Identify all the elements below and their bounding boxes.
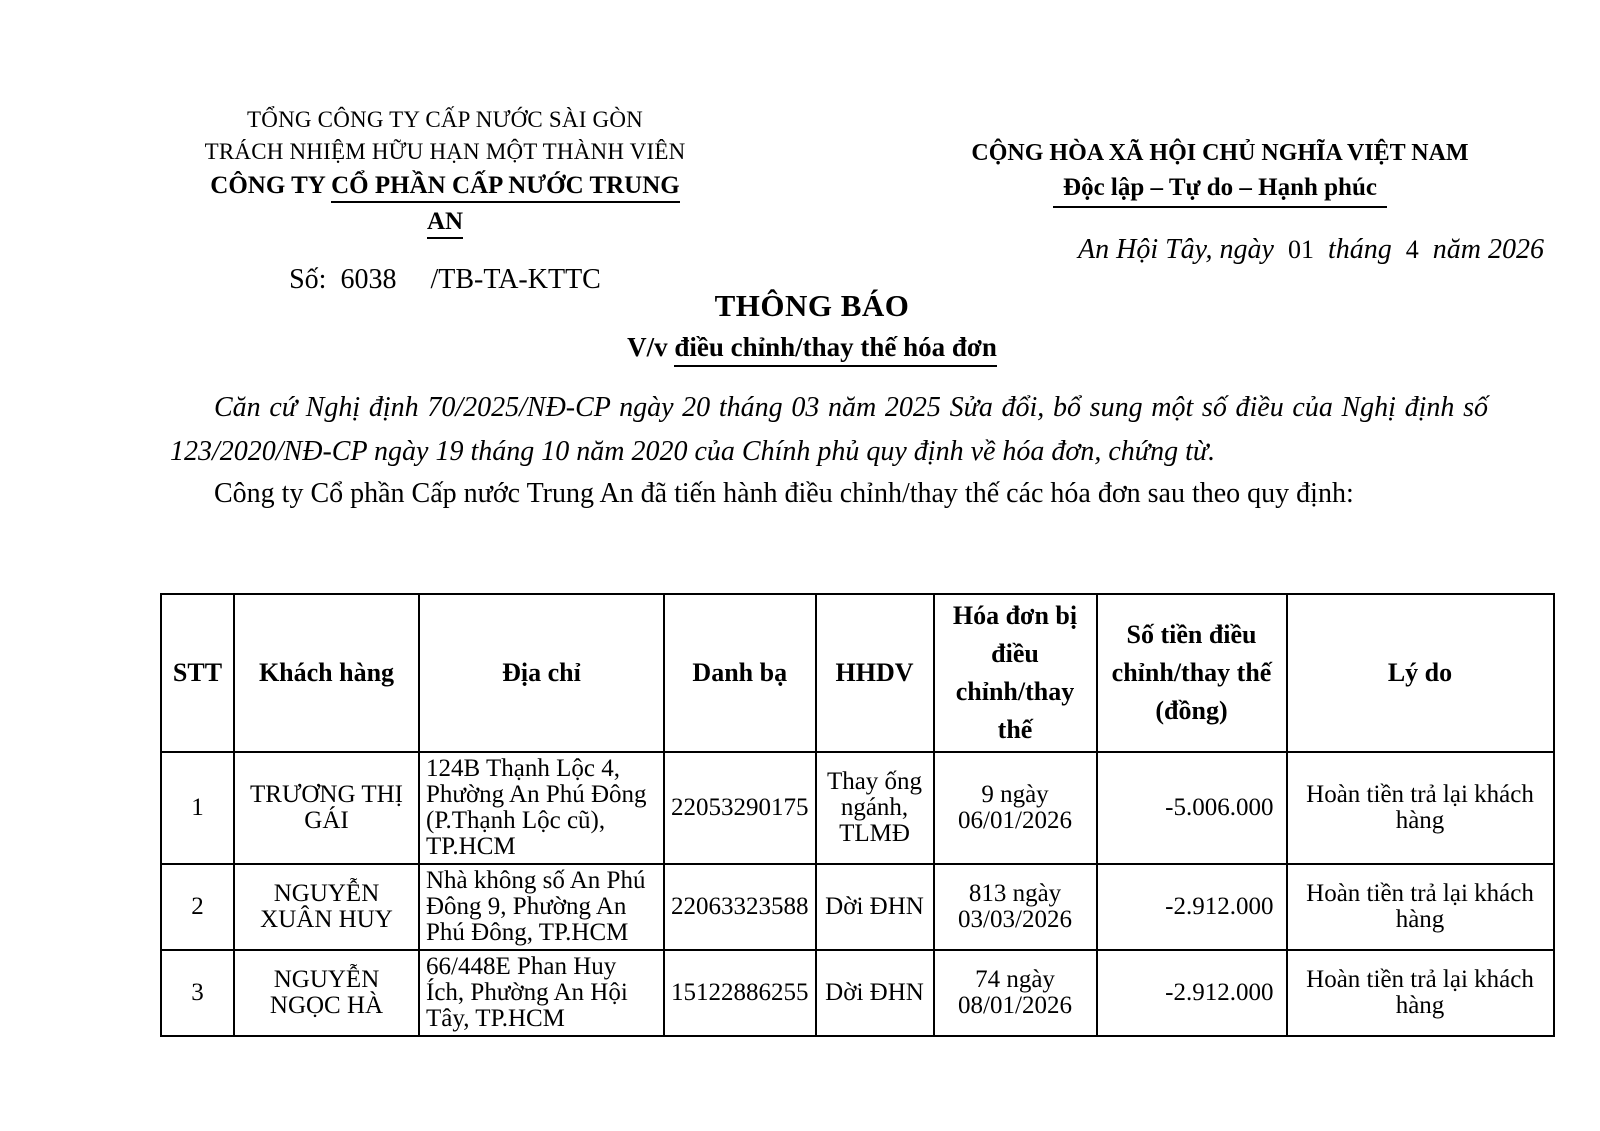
header-dia-chi: Địa chỉ bbox=[419, 594, 664, 752]
cell-khach-hang: TRƯƠNG THỊ GÁI bbox=[234, 752, 419, 864]
legal-basis-paragraph: Căn cứ Nghị định 70/2025/NĐ-CP ngày 20 tháng 03 năm 2025 Sửa đổi, bổ sung một số điều của Nghị định số 123/2020/NĐ-CP ngày 19 tháng 10 năm 2020 của Chính phủ quy định về hóa đơn, chứng từ. bbox=[170, 392, 1488, 467]
cell-hoa-don: 9 ngày 06/01/2026 bbox=[934, 752, 1097, 864]
company-name bbox=[198, 168, 692, 240]
national-motto-line-2: Độc lập – Tự do – Hạnh phúc bbox=[1053, 174, 1387, 208]
header-so-tien: Số tiền điều chỉnh/thay thế (đồng) bbox=[1097, 594, 1287, 752]
cell-hoa-don: 813 ngày 03/03/2026 bbox=[934, 864, 1097, 950]
header-ly-do: Lý do bbox=[1287, 594, 1554, 752]
cell-danh-ba: 22053290175 bbox=[664, 752, 816, 864]
company-name-prefix: CÔNG TY bbox=[210, 172, 332, 199]
page-title: THÔNG BÁO bbox=[714, 288, 910, 323]
date-day: 01 bbox=[1288, 235, 1314, 264]
doc-number-label: Số: bbox=[289, 264, 327, 295]
table-row bbox=[161, 864, 1554, 950]
cell-so-tien: -2.912.000 bbox=[1097, 864, 1287, 950]
date-year: năm 2026 bbox=[1432, 234, 1545, 265]
cell-danh-ba: 15122886255 bbox=[664, 950, 816, 1036]
header-stt: STT bbox=[161, 594, 234, 752]
date-prefix: An Hội Tây, ngày bbox=[1078, 234, 1274, 265]
cell-ly-do: Hoàn tiền trả lại khách hàng bbox=[1287, 752, 1554, 864]
cell-danh-ba: 22063323588 bbox=[664, 864, 816, 950]
cell-stt: 3 bbox=[161, 950, 234, 1036]
cell-hhdv: Thay ống ngánh, TLMĐ bbox=[816, 752, 934, 864]
doc-number-value: 6038 bbox=[340, 264, 397, 295]
cell-hoa-don: 74 ngày 08/01/2026 bbox=[934, 950, 1097, 1036]
subtitle-prefix: V/v bbox=[627, 332, 675, 362]
doc-number-suffix: /TB-TA-KTTC bbox=[430, 264, 601, 295]
cell-so-tien: -2.912.000 bbox=[1097, 950, 1287, 1036]
cell-stt: 1 bbox=[161, 752, 234, 864]
cell-hhdv: Dời ĐHN bbox=[816, 864, 934, 950]
table-row bbox=[161, 950, 1554, 1036]
cell-dia-chi: 124B Thạnh Lộc 4, Phường An Phú Đông (P.Thạnh Lộc cũ), TP.HCM bbox=[419, 752, 664, 864]
header-danh-ba: Danh bạ bbox=[664, 594, 816, 752]
cell-khach-hang: NGUYỄN XUÂN HUY bbox=[234, 864, 419, 950]
cell-ly-do: Hoàn tiền trả lại khách hàng bbox=[1287, 950, 1554, 1036]
place-date-line bbox=[1078, 234, 1545, 266]
parent-company-line-2: TRÁCH NHIỆM HỮU HẠN MỘT THÀNH VIÊN bbox=[204, 139, 686, 164]
national-motto-line-2-wrap bbox=[958, 168, 1482, 208]
header-hoa-don: Hóa đơn bị điều chỉnh/thay thế bbox=[934, 594, 1097, 752]
table-header-row bbox=[161, 594, 1554, 752]
company-name-underlined: CỔ PHẦN CẤP NƯỚC TRUNG AN bbox=[331, 172, 680, 239]
intro-paragraph: Công ty Cổ phần Cấp nước Trung An đã tiến hành điều chỉnh/thay thế các hóa đơn sau theo quy định: bbox=[214, 478, 1354, 509]
cell-stt: 2 bbox=[161, 864, 234, 950]
header-khach-hang: Khách hàng bbox=[234, 594, 419, 752]
issuer-block bbox=[198, 104, 692, 296]
cell-hhdv: Dời ĐHN bbox=[816, 950, 934, 1036]
cell-ly-do: Hoàn tiền trả lại khách hàng bbox=[1287, 864, 1554, 950]
cell-dia-chi: Nhà không số An Phú Đông 9, Phường An Phú Đông, TP.HCM bbox=[419, 864, 664, 950]
header-hhdv: HHDV bbox=[816, 594, 934, 752]
title-block bbox=[0, 288, 1600, 363]
table-row bbox=[161, 752, 1554, 864]
invoice-adjustment-table bbox=[160, 593, 1555, 1037]
cell-so-tien: -5.006.000 bbox=[1097, 752, 1287, 864]
date-month-label: tháng bbox=[1328, 234, 1392, 265]
parent-company-line-1: TỔNG CÔNG TY CẤP NƯỚC SÀI GÒN bbox=[247, 107, 643, 132]
national-motto-line-1: CỘNG HÒA XÃ HỘI CHỦ NGHĨA VIỆT NAM bbox=[971, 140, 1469, 166]
cell-khach-hang: NGUYỄN NGỌC HÀ bbox=[234, 950, 419, 1036]
page-subtitle bbox=[0, 332, 1600, 363]
cell-dia-chi: 66/448E Phan Huy Ích, Phường An Hội Tây, TP.HCM bbox=[419, 950, 664, 1036]
date-month: 4 bbox=[1405, 235, 1419, 264]
national-header-block bbox=[958, 138, 1545, 266]
subtitle-underlined: điều chỉnh/thay thế hóa đơn bbox=[674, 332, 997, 367]
